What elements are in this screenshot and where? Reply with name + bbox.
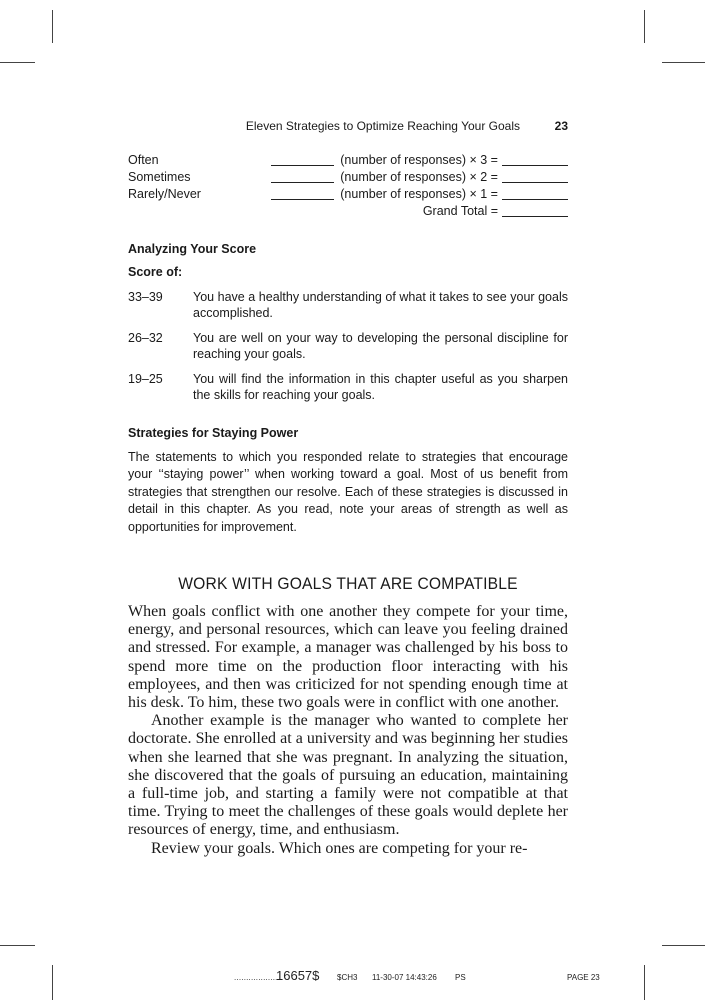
response-blank <box>271 199 334 200</box>
score-description: You will find the information in this chapter useful as you sharpen the skills for reaching your goals. <box>193 372 568 402</box>
result-blank <box>502 165 568 166</box>
body-paragraph: When goals conflict with one another they compete for your time, energy, and personal resources, which can leave you feeling drained and stressed. For example, a manager was challenged by his boss to spend more time on the production floor interacting with his employees, and then was criticized for not spending enough time at his desk. To him, these two goals were in conflict with one another. <box>128 603 568 712</box>
page-number: 23 <box>554 119 568 133</box>
staying-power-paragraph: The statements to which you responded relate to strategies that encourage your ‘‘staying power’’ when working toward a goal. Most of us benefit from strategies that strengthen our resolve. Each of these strategies is discussed in detail in this chapter. As you read, note your areas of strength as well as opportunities for improvement. <box>128 450 568 534</box>
score-range: 33–39 <box>128 290 163 304</box>
section-body <box>128 603 568 858</box>
crop-mark <box>52 10 53 43</box>
slug-timestamp: 11-30-07 14:43:26 <box>372 973 437 982</box>
response-blank <box>271 165 334 166</box>
tally-formula: (number of responses) × 3 = <box>340 153 498 167</box>
result-blank <box>502 199 568 200</box>
response-blank <box>271 182 334 183</box>
crop-mark <box>0 945 35 946</box>
printer-slug <box>0 970 705 986</box>
score-item <box>128 371 568 403</box>
crop-mark <box>644 10 645 43</box>
slug-page: PAGE 23 <box>567 973 600 982</box>
result-blank <box>502 216 568 217</box>
slug-chapter: $CH3 <box>337 973 358 982</box>
slug-dots: .................. <box>234 973 278 982</box>
tally-formula: (number of responses) × 2 = <box>340 170 498 184</box>
body-paragraph: Review your goals. Which ones are competing for your re- <box>151 839 528 857</box>
tally-label: Often <box>128 153 159 167</box>
tally-row-grand-total <box>128 204 568 221</box>
running-header <box>128 119 568 135</box>
section-title: WORK WITH GOALS THAT ARE COMPATIBLE <box>178 574 518 593</box>
score-range: 26–32 <box>128 331 163 345</box>
tally-label: Rarely/Never <box>128 187 201 201</box>
score-range: 19–25 <box>128 372 163 386</box>
score-of-subheading: Score of: <box>128 265 183 279</box>
tally-row-rarely <box>128 187 568 204</box>
score-list <box>128 289 568 412</box>
crop-mark <box>662 945 705 946</box>
slug-ps: PS <box>455 973 466 982</box>
staying-power-heading: Strategies for Staying Power <box>128 426 299 440</box>
running-title: Eleven Strategies to Optimize Reaching Your Goals <box>245 119 520 133</box>
score-description: You have a healthy understanding of what it takes to see your goals accomplished. <box>193 290 568 320</box>
score-tally <box>128 153 568 221</box>
score-item <box>128 330 568 362</box>
tally-row-often <box>128 153 568 170</box>
score-description: You are well on your way to developing the personal discipline for reaching your goals. <box>193 331 568 361</box>
tally-row-sometimes <box>128 170 568 187</box>
analyzing-heading: Analyzing Your Score <box>128 242 257 256</box>
tally-formula: (number of responses) × 1 = <box>340 187 498 201</box>
body-paragraph: Another example is the manager who wanted to complete her doctorate. She enrolled at a university and was beginning her studies when she learned that she was pregnant. In analyzing the situation, she discovered that the goals of pursuing an education, maintaining a full-time job, and starting a family were not compatible at that time. Trying to meet the challenges of these goals would deplete her resources of energy, time, and enthusiasm. <box>128 712 568 839</box>
score-item <box>128 289 568 321</box>
result-blank <box>502 182 568 183</box>
crop-mark <box>0 62 35 63</box>
tally-label: Sometimes <box>128 170 191 184</box>
slug-job-number: 16657$ <box>276 968 320 983</box>
crop-mark <box>662 62 705 63</box>
grand-total-label: Grand Total = <box>422 204 498 218</box>
